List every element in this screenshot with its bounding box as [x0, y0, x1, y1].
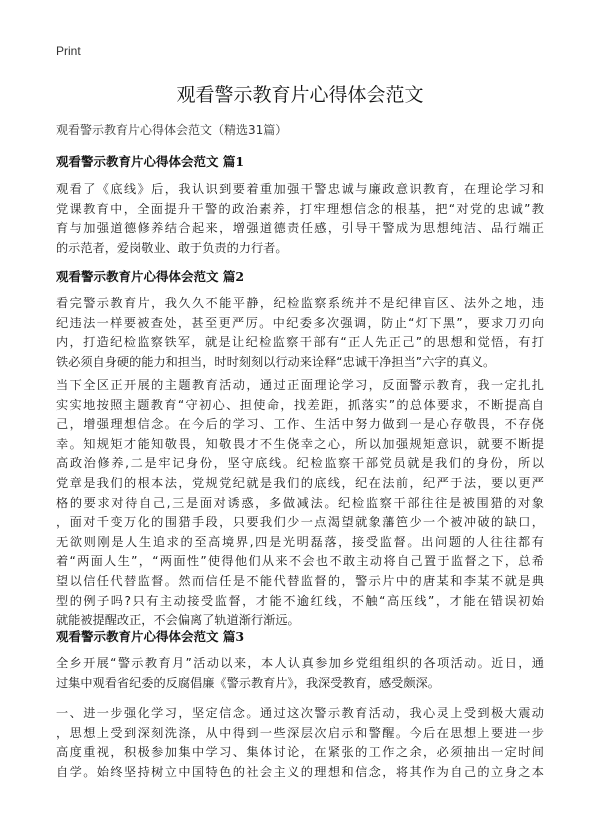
text-line: 就能被提醒改正，不会偏离了轨道渐行渐远。	[56, 613, 300, 628]
text-line: 过集中观看省纪委的反腐倡廉《警示教育片》，我深受教育，感受颇深。	[56, 675, 440, 690]
text-line: 高度重视，积极参加集中学习、集体讨论，在紧张的工作之余，必须抽出一定时间	[56, 745, 544, 760]
section-3-paragraph-1	[56, 654, 544, 693]
section-2-paragraph-2	[56, 376, 544, 631]
text-line: 观看了《底线》后，我认识到要着重加强干警忠诚与廉政意识教育，在理论学习和	[56, 182, 544, 196]
section-1-paragraph-1	[56, 180, 544, 258]
text-line: ，面对千变万化的围猎手段，只要我们少一点渴望就象藩笆少一个被冲破的缺口，	[56, 515, 544, 530]
text-line: 望以信任代替监督。然而信任是不能代替监督的，警示片中的唐某和李某不就是典	[56, 573, 544, 588]
document-subtitle: 观看警示教育片心得体会范文（精选31篇）	[56, 123, 288, 137]
text-line: 看完警示教育片，我久久不能平静，纪检监察系统并不是纪律盲区、法外之地，违	[56, 296, 544, 310]
text-line: 高政治修养,二是牢记身份，坚守底线。纪检监察干部党员就是我们的身份，所以	[56, 456, 544, 471]
text-line: 育与加强道德修养结合起来，增强道德责任感，引导干警成为思想纯洁、品行端正	[56, 221, 544, 236]
section-heading-3: 观看警示教育片心得体会范文 篇3	[56, 629, 245, 644]
text-line: 全乡开展“警示教育月”活动以来，本人认真参加乡党组组织的各项活动。近日，通	[56, 656, 544, 670]
text-line: 内，打造纪检监察铁军，就是让纪检监察干部有“正人先正己”的思想和觉悟，有打	[56, 335, 544, 350]
text-line: 幸。知规矩才能知敬畏，知敬畏才不生侥幸之心，所以加强规矩意识，就要不断提	[56, 436, 544, 451]
section-heading-1: 观看警示教育片心得体会范文 篇1	[56, 154, 245, 169]
text-line: 的示范者，爱岗敬业、敢于负责的力行者。	[56, 240, 288, 255]
print-link[interactable]: Print	[56, 44, 81, 58]
section-heading-2: 观看警示教育片心得体会范文 篇2	[56, 269, 245, 284]
page-title: 观看警示教育片心得体会范文	[176, 84, 424, 106]
section-2-paragraph-1	[56, 294, 544, 372]
text-line: 着“两面人生”，“两面性”使得他们从来不会也不敢主动将自己置于监督之下，总希	[56, 554, 544, 569]
text-line: 自学。始终坚持树立中国特色的社会主义的理想和信念，将其作为自己的立身之本	[56, 764, 544, 779]
text-line: 一、进一步强化学习，坚定信念。通过这次警示教育活动，我心灵上受到极大震动	[56, 706, 544, 720]
text-line: 实实地按照主题教育“守初心、担使命，找差距，抓落实”的总体要求，不断提高自	[56, 397, 544, 412]
text-line: 铁必须自身硬的能力和担当，时时刻刻以行动来诠释“忠诚干净担当”六字的真义。	[56, 354, 496, 369]
section-3-paragraph-2	[56, 704, 544, 782]
text-line: 党章是我们的根本法，党规党纪就是我们的底线，纪在法前，纪严于法，要以更严	[56, 475, 544, 490]
text-line: ，思想上受到深刻洗涤，从中得到一些深层次启示和警醒。今后在思想上要进一步	[56, 725, 544, 740]
text-line: 己，增强理想信念。在今后的学习、工作、生活中努力做到一是心存敬畏，不存侥	[56, 417, 544, 432]
text-line: 纪违法一样要被查处，甚至更严厉。中纪委多次强调，防止“灯下黑”，要求刀刃向	[56, 315, 544, 330]
text-line: 当下全区正开展的主题教育活动，通过正面理论学习，反面警示教育，我一定扎扎	[56, 378, 544, 392]
text-line: 型的例子吗?只有主动接受监督，才能不逾红线，不触“高压线”，才能在错误初始	[56, 593, 544, 608]
text-line: 格的要求对待自己,三是面对诱惑，多做减法。纪检监察干部往往是被围猎的对象	[56, 495, 544, 510]
text-line: 无欲则刚是人生追求的至高境界,四是光明磊落，接受监督。出问题的人往往都有	[56, 534, 544, 549]
text-line: 党课教育中，全面提升干警的政治素养，打牢理想信念的根基，把“对党的忠诚”教	[56, 201, 544, 216]
